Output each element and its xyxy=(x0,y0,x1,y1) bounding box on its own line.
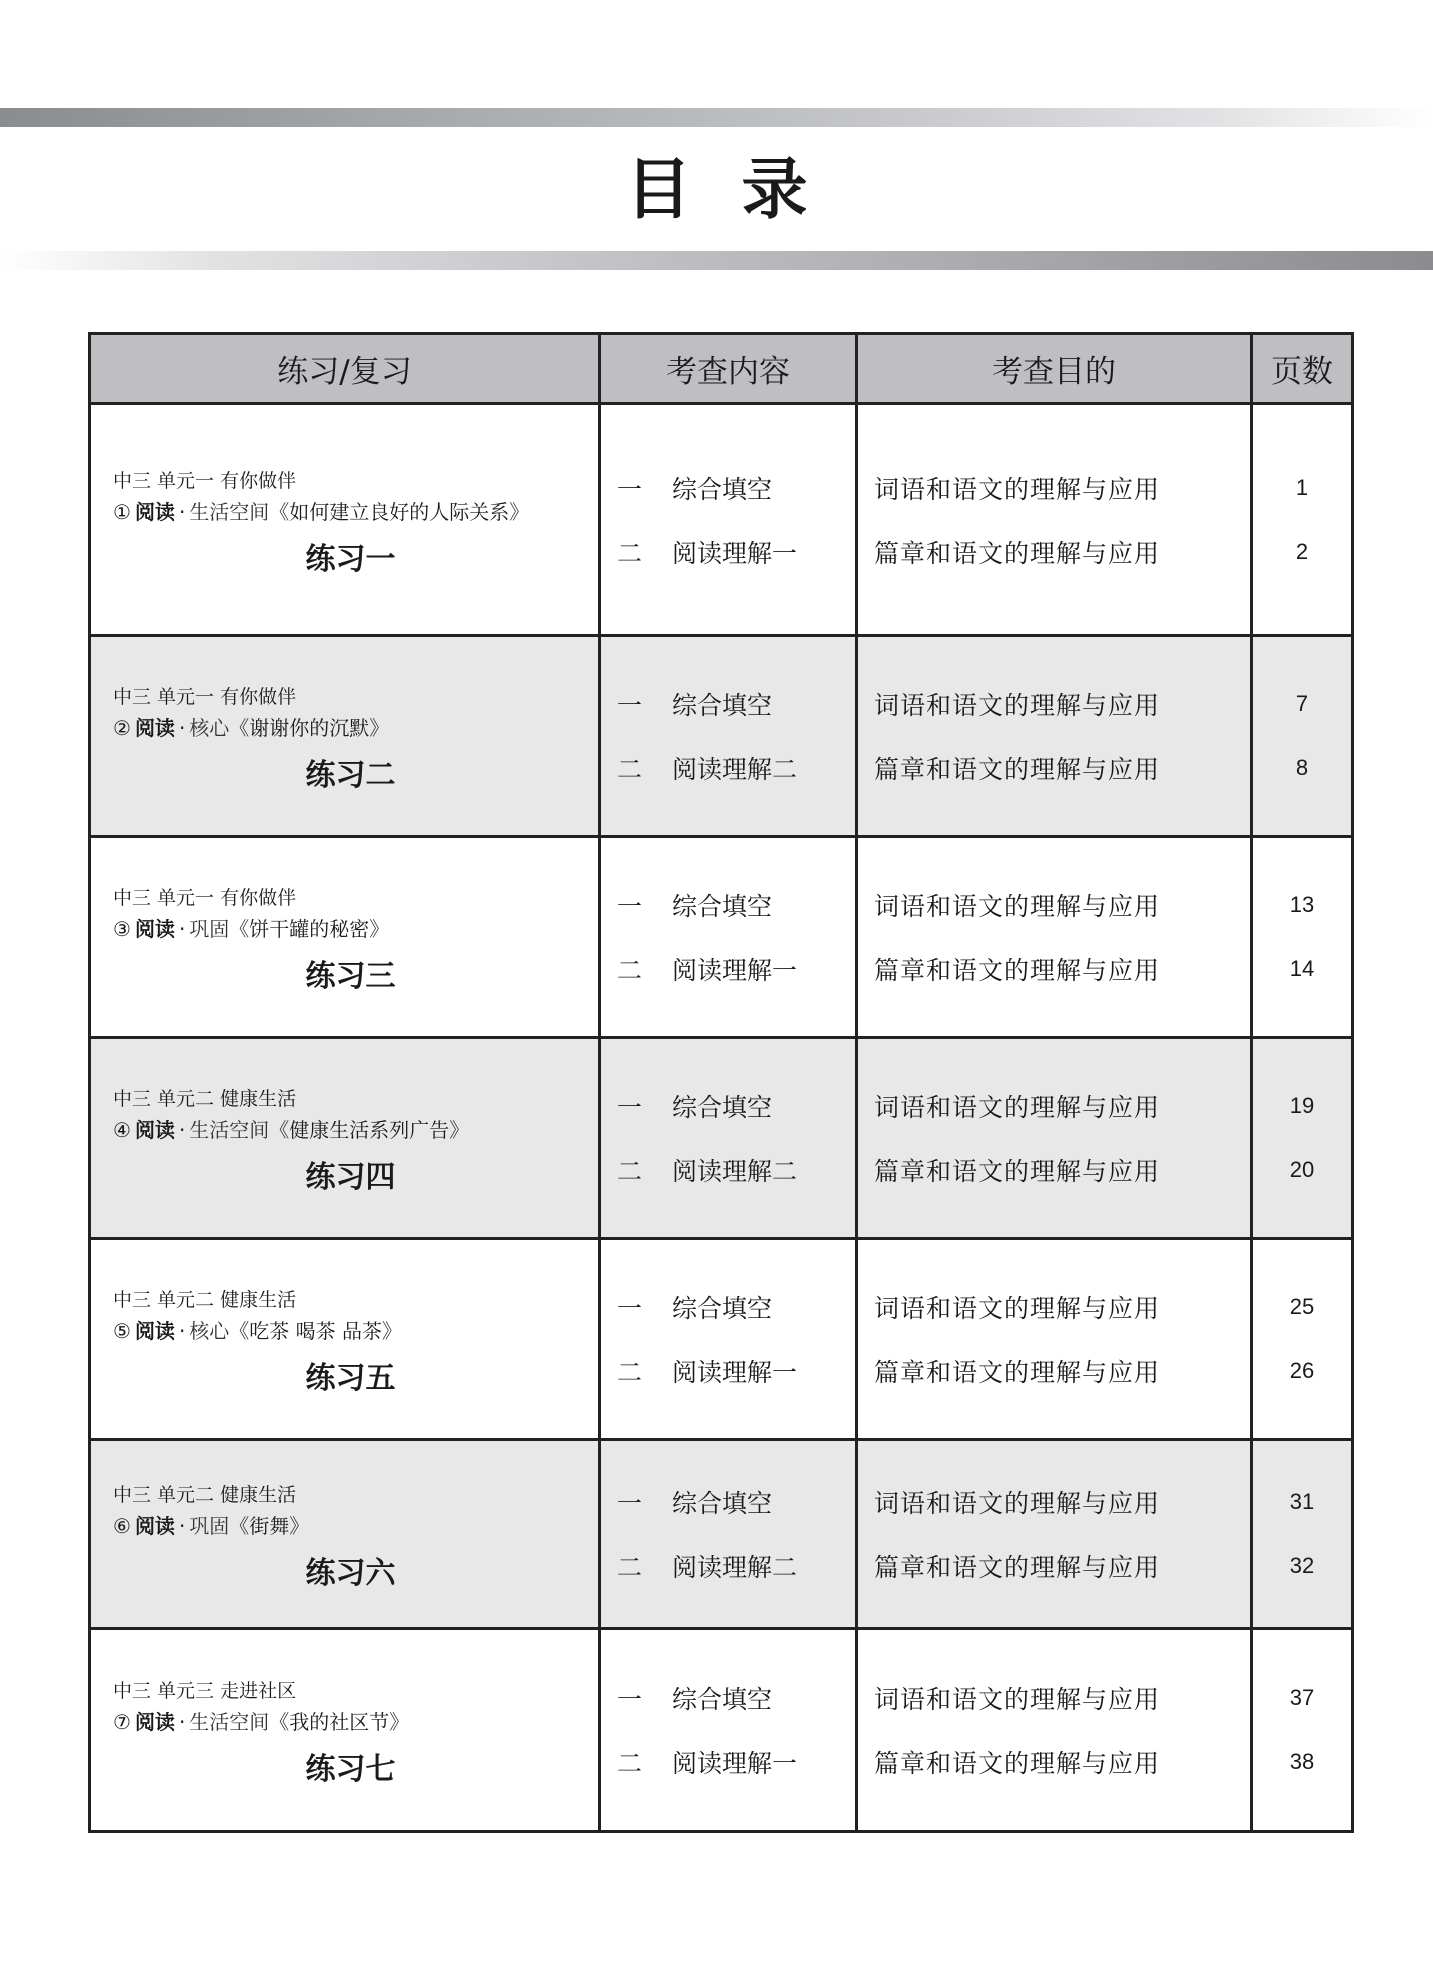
page-number-link[interactable]: 31 xyxy=(1289,1489,1315,1514)
purpose-item: 篇章和语文的理解与应用 xyxy=(874,1749,1161,1778)
page-number-link[interactable]: 8 xyxy=(1295,755,1309,780)
page-number-link[interactable]: 13 xyxy=(1289,892,1315,917)
purpose-cell xyxy=(857,837,1252,1038)
pages-cell xyxy=(1252,837,1353,1038)
content-label: 综合填空 xyxy=(672,691,773,720)
reading-kind: 阅读 xyxy=(134,499,175,524)
content-index: 二 xyxy=(617,755,643,784)
purpose-item: 篇章和语文的理解与应用 xyxy=(874,755,1161,784)
exercise-link[interactable]: 练习四 xyxy=(305,1160,396,1195)
reading-number: ⑦ xyxy=(113,1710,131,1734)
table-row xyxy=(90,404,1353,636)
reading-title: 《健康生活系列广告》 xyxy=(269,1118,470,1142)
table-row xyxy=(90,1038,1353,1239)
content-label: 综合填空 xyxy=(672,1489,773,1518)
purpose-cell xyxy=(857,404,1252,636)
content-index: 一 xyxy=(617,892,643,921)
table-row xyxy=(90,1629,1353,1832)
unit-label: 中三 单元一 有你做伴 xyxy=(113,469,297,492)
reading-separator: · xyxy=(178,499,186,524)
exercise-link[interactable]: 练习二 xyxy=(305,758,396,793)
reading-category: 生活空间 xyxy=(189,499,270,524)
content-cell xyxy=(600,1239,857,1440)
top-decorative-band xyxy=(0,108,1433,127)
content-cell xyxy=(600,404,857,636)
purpose-item: 篇章和语文的理解与应用 xyxy=(874,538,1161,568)
reading-line xyxy=(113,1315,588,1347)
page-title: 目录 xyxy=(625,151,858,228)
header-pages: 页数 xyxy=(1252,334,1353,404)
reading-line xyxy=(113,496,588,528)
reading-category: 生活空间 xyxy=(189,1710,270,1734)
unit-label: 中三 单元二 健康生活 xyxy=(113,1484,297,1506)
purpose-item: 词语和语文的理解与应用 xyxy=(874,1489,1161,1518)
bottom-decorative-band xyxy=(0,251,1433,270)
reading-line xyxy=(113,1706,588,1738)
table-row xyxy=(90,837,1353,1038)
content-item xyxy=(601,1074,855,1138)
content-index: 二 xyxy=(617,1157,643,1186)
reading-title: 《街舞》 xyxy=(229,1514,310,1538)
content-index: 一 xyxy=(617,1093,643,1122)
reading-number: ④ xyxy=(113,1118,131,1142)
pages-cell xyxy=(1252,1239,1353,1440)
reading-category: 巩固 xyxy=(189,917,230,941)
lesson-cell xyxy=(90,1038,600,1239)
reading-separator: · xyxy=(178,1118,186,1142)
content-index: 二 xyxy=(617,1358,643,1387)
lesson-cell xyxy=(90,636,600,837)
content-item xyxy=(601,1666,855,1730)
content-index: 一 xyxy=(617,1294,643,1323)
purpose-cell xyxy=(857,1239,1252,1440)
reading-title: 《如何建立良好的人际关系》 xyxy=(269,499,530,524)
reading-category: 巩固 xyxy=(189,1514,230,1538)
content-label: 阅读理解一 xyxy=(672,1358,798,1387)
content-cell xyxy=(600,1038,857,1239)
content-index: 二 xyxy=(617,1749,643,1778)
pages-cell xyxy=(1252,1629,1353,1832)
page-number-link[interactable]: 37 xyxy=(1289,1685,1315,1710)
reading-kind: 阅读 xyxy=(134,1710,175,1734)
purpose-item: 词语和语文的理解与应用 xyxy=(874,691,1161,720)
content-item xyxy=(601,1339,855,1403)
purpose-item: 篇章和语文的理解与应用 xyxy=(874,1358,1161,1387)
content-item xyxy=(601,873,855,937)
table-header-row xyxy=(90,334,1353,404)
exercise-link[interactable]: 练习三 xyxy=(305,959,396,994)
reading-number: ③ xyxy=(113,917,131,941)
content-item xyxy=(601,1730,855,1794)
purpose-item: 篇章和语文的理解与应用 xyxy=(874,1157,1161,1186)
reading-number: ② xyxy=(113,716,131,740)
purpose-item: 篇章和语文的理解与应用 xyxy=(874,1553,1161,1582)
reading-title: 《吃茶 喝茶 品茶》 xyxy=(229,1319,403,1343)
header-content: 考查内容 xyxy=(600,334,857,404)
content-item xyxy=(601,520,855,584)
content-label: 综合填空 xyxy=(672,892,773,921)
reading-number: ⑤ xyxy=(113,1319,131,1343)
content-label: 综合填空 xyxy=(672,1093,773,1122)
content-item xyxy=(601,1534,855,1598)
lesson-cell xyxy=(90,837,600,1038)
unit-label: 中三 单元一 有你做伴 xyxy=(113,887,297,909)
content-index: 二 xyxy=(617,956,643,985)
purpose-item: 词语和语文的理解与应用 xyxy=(874,1685,1161,1714)
content-index: 一 xyxy=(617,474,643,504)
reading-category: 生活空间 xyxy=(189,1118,270,1142)
content-item xyxy=(601,937,855,1001)
content-label: 阅读理解二 xyxy=(672,1553,798,1582)
content-index: 一 xyxy=(617,691,643,720)
content-label: 阅读理解二 xyxy=(672,1157,798,1186)
reading-category: 核心 xyxy=(189,1319,230,1343)
lesson-cell xyxy=(90,404,600,636)
content-item xyxy=(601,672,855,736)
reading-kind: 阅读 xyxy=(134,1118,175,1142)
reading-line xyxy=(113,913,588,945)
unit-label: 中三 单元一 有你做伴 xyxy=(113,686,297,708)
reading-number: ⑥ xyxy=(113,1514,131,1538)
page-number-link[interactable]: 32 xyxy=(1289,1553,1315,1578)
reading-separator: · xyxy=(178,1514,186,1538)
reading-kind: 阅读 xyxy=(134,1319,175,1343)
purpose-item: 词语和语文的理解与应用 xyxy=(874,474,1161,504)
header-purpose: 考查目的 xyxy=(857,334,1252,404)
content-item xyxy=(601,736,855,800)
reading-kind: 阅读 xyxy=(134,1514,175,1538)
content-item xyxy=(601,1275,855,1339)
content-index: 二 xyxy=(617,538,643,568)
content-label: 阅读理解一 xyxy=(672,956,798,985)
purpose-cell xyxy=(857,1440,1252,1629)
table-row xyxy=(90,1440,1353,1629)
page-number-link[interactable]: 19 xyxy=(1289,1093,1315,1118)
reading-line xyxy=(113,1114,588,1146)
exercise-link[interactable]: 练习七 xyxy=(305,1752,396,1787)
page-number-link[interactable]: 1 xyxy=(1295,474,1309,500)
purpose-item: 词语和语文的理解与应用 xyxy=(874,1294,1161,1323)
table-of-contents xyxy=(88,332,1354,1833)
unit-label: 中三 单元二 健康生活 xyxy=(113,1289,297,1311)
reading-category: 核心 xyxy=(189,716,230,740)
table-row xyxy=(90,636,1353,837)
table-row xyxy=(90,1239,1353,1440)
exercise-link[interactable]: 练习一 xyxy=(305,541,396,577)
reading-separator: · xyxy=(178,1319,186,1343)
exercise-link[interactable]: 练习六 xyxy=(305,1556,396,1591)
purpose-cell xyxy=(857,1629,1252,1832)
content-label: 阅读理解一 xyxy=(672,1749,798,1778)
reading-title: 《我的社区节》 xyxy=(269,1710,410,1734)
content-cell xyxy=(600,636,857,837)
reading-kind: 阅读 xyxy=(134,917,175,941)
page-number-link[interactable]: 7 xyxy=(1295,691,1309,716)
pages-cell xyxy=(1252,636,1353,837)
reading-separator: · xyxy=(178,917,186,941)
page-number-link[interactable]: 2 xyxy=(1295,538,1309,564)
page-number-link[interactable]: 14 xyxy=(1289,956,1315,981)
purpose-cell xyxy=(857,636,1252,837)
content-index: 一 xyxy=(617,1489,643,1518)
content-label: 阅读理解二 xyxy=(672,755,798,784)
content-index: 二 xyxy=(617,1553,643,1582)
content-item xyxy=(601,456,855,520)
purpose-cell xyxy=(857,1038,1252,1239)
unit-label: 中三 单元二 健康生活 xyxy=(113,1088,297,1110)
lesson-cell xyxy=(90,1239,600,1440)
purpose-item: 词语和语文的理解与应用 xyxy=(874,892,1161,921)
purpose-item: 篇章和语文的理解与应用 xyxy=(874,956,1161,985)
content-label: 综合填空 xyxy=(672,1685,773,1714)
reading-title: 《饼干罐的秘密》 xyxy=(229,917,390,941)
content-cell xyxy=(600,1629,857,1832)
content-label: 综合填空 xyxy=(672,1294,773,1323)
content-item xyxy=(601,1470,855,1534)
content-label: 综合填空 xyxy=(672,474,773,504)
purpose-item: 词语和语文的理解与应用 xyxy=(874,1093,1161,1122)
page-number-link[interactable]: 25 xyxy=(1289,1294,1315,1319)
reading-kind: 阅读 xyxy=(134,716,175,740)
pages-cell xyxy=(1252,1038,1353,1239)
pages-cell xyxy=(1252,1440,1353,1629)
reading-title: 《谢谢你的沉默》 xyxy=(229,716,390,740)
page-number-link[interactable]: 20 xyxy=(1289,1157,1315,1182)
reading-number: ① xyxy=(113,499,131,524)
lesson-cell xyxy=(90,1440,600,1629)
pages-cell xyxy=(1252,404,1353,636)
content-index: 一 xyxy=(617,1685,643,1714)
content-item xyxy=(601,1138,855,1202)
unit-label: 中三 单元三 走进社区 xyxy=(113,1680,297,1702)
reading-line xyxy=(113,712,588,744)
reading-line xyxy=(113,1510,588,1542)
reading-separator: · xyxy=(178,716,186,740)
header-exercise: 练习/复习 xyxy=(90,334,600,404)
reading-separator: · xyxy=(178,1710,186,1734)
page-number-link[interactable]: 38 xyxy=(1289,1749,1315,1774)
exercise-link[interactable]: 练习五 xyxy=(305,1361,396,1396)
page-number-link[interactable]: 26 xyxy=(1289,1358,1315,1383)
content-cell xyxy=(600,837,857,1038)
content-cell xyxy=(600,1440,857,1629)
lesson-cell xyxy=(90,1629,600,1832)
content-label: 阅读理解一 xyxy=(672,538,798,568)
